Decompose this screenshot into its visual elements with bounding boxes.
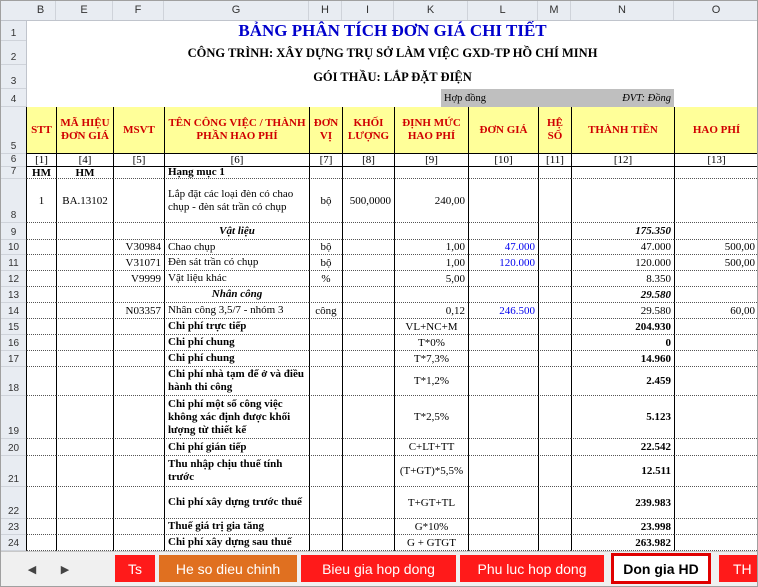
table-cell[interactable] [538,319,571,335]
table-cell[interactable] [113,519,164,535]
column-header[interactable]: E [56,1,113,20]
table-cell[interactable] [56,223,113,240]
table-cell[interactable]: Chi phí xây dựng trước thuế [164,487,309,519]
table-cell[interactable] [538,303,571,319]
table-cell[interactable]: Nhân công [164,287,309,303]
row-header[interactable]: 16 [1,335,26,351]
table-cell[interactable] [468,271,538,287]
row-header[interactable]: 15 [1,319,26,335]
table-cell[interactable] [56,456,113,487]
table-cell[interactable] [468,396,538,439]
row-header[interactable]: 17 [1,351,26,367]
table-cell[interactable] [342,303,394,319]
table-cell[interactable] [538,335,571,351]
column-code[interactable]: [9] [394,154,468,167]
table-cell[interactable]: 175.350 [571,223,674,240]
table-cell[interactable] [113,319,164,335]
table-cell[interactable]: Nhân công 3,5/7 - nhóm 3 [164,303,309,319]
table-cell[interactable]: 500,0000 [342,179,394,223]
table-cell[interactable] [394,167,468,179]
table-cell[interactable] [26,319,56,335]
table-cell[interactable] [674,535,758,551]
row-header[interactable]: 20 [1,439,26,456]
table-cell[interactable] [26,519,56,535]
table-cell[interactable] [26,255,56,271]
table-cell[interactable]: VL+NC+M [394,319,468,335]
table-cell[interactable] [309,287,342,303]
column-heading[interactable]: MSVT [113,107,164,154]
table-cell[interactable]: 263.982 [571,535,674,551]
table-cell[interactable]: 29.580 [571,303,674,319]
table-cell[interactable] [468,223,538,240]
table-cell[interactable] [113,223,164,240]
column-heading[interactable]: ĐỊNH MỨC HAO PHÍ [394,107,468,154]
table-cell[interactable] [309,167,342,179]
row-header[interactable]: 7 [1,167,26,179]
table-cell[interactable] [113,351,164,367]
table-cell[interactable] [309,439,342,456]
table-cell[interactable] [309,535,342,551]
tab-th[interactable]: TH [719,555,758,582]
project-name[interactable]: CÔNG TRÌNH: XÂY DỰNG TRỤ SỞ LÀM VIỆC GXD-TP HỒ CHÍ MINH [187,45,598,60]
table-cell[interactable]: Chi phí chung [164,351,309,367]
table-cell[interactable] [26,367,56,396]
column-heading[interactable]: STT [26,107,56,154]
table-cell[interactable] [674,223,758,240]
table-cell[interactable] [468,535,538,551]
table-cell[interactable] [309,351,342,367]
table-cell[interactable] [342,240,394,255]
table-cell[interactable] [309,223,342,240]
table-cell[interactable]: 60,00 [674,303,758,319]
table-cell[interactable] [468,351,538,367]
table-cell[interactable]: bộ [309,255,342,271]
column-header[interactable]: K [394,1,468,20]
table-cell[interactable] [309,335,342,351]
table-cell[interactable] [113,456,164,487]
table-cell[interactable] [56,487,113,519]
table-cell[interactable] [538,396,571,439]
table-cell[interactable] [342,167,394,179]
row-header[interactable]: 13 [1,287,26,303]
table-cell[interactable] [674,367,758,396]
table-cell[interactable]: T*1,2% [394,367,468,396]
table-cell[interactable] [56,303,113,319]
tab-don-gia-hd[interactable]: Don gia HD [611,553,711,584]
table-cell[interactable]: 500,00 [674,240,758,255]
table-cell[interactable] [538,351,571,367]
table-cell[interactable]: Chi phí trực tiếp [164,319,309,335]
table-cell[interactable] [309,367,342,396]
sheet-grid [26,21,758,551]
table-cell[interactable] [538,535,571,551]
table-cell[interactable] [26,439,56,456]
table-cell[interactable]: bộ [309,240,342,255]
tab-phu-luc-hop-dong[interactable]: Phu luc hop dong [460,555,604,582]
table-cell[interactable] [342,223,394,240]
column-header[interactable]: N [571,1,674,20]
column-header[interactable]: I [342,1,394,20]
table-cell[interactable] [309,519,342,535]
table-cell[interactable] [26,223,56,240]
row-header[interactable]: 21 [1,456,26,487]
table-cell[interactable] [309,319,342,335]
table-cell[interactable] [468,167,538,179]
table-cell[interactable]: V30984 [113,240,164,255]
table-cell[interactable] [674,319,758,335]
table-cell[interactable] [571,179,674,223]
row-header[interactable]: 8 [1,179,26,223]
table-cell[interactable] [674,351,758,367]
column-heading[interactable]: MÃ HIỆU ĐƠN GIÁ [56,107,113,154]
table-cell[interactable]: 29.580 [571,287,674,303]
table-cell[interactable]: Hạng mục 1 [164,167,309,179]
row-header[interactable]: 6 [1,154,26,167]
table-cell[interactable] [538,223,571,240]
column-code[interactable]: [10] [468,154,538,167]
table-cell[interactable] [538,179,571,223]
table-cell[interactable] [113,179,164,223]
table-cell[interactable] [26,535,56,551]
table-cell[interactable] [56,535,113,551]
table-cell[interactable] [56,255,113,271]
row-header[interactable]: 11 [1,255,26,271]
row-header[interactable]: 19 [1,396,26,439]
row-header[interactable]: 5 [1,107,26,154]
table-cell[interactable] [538,240,571,255]
table-cell[interactable] [56,240,113,255]
row-header[interactable]: 2 [1,41,26,65]
table-cell[interactable] [674,167,758,179]
table-cell[interactable] [342,535,394,551]
table-cell[interactable] [342,271,394,287]
column-code[interactable]: [8] [342,154,394,167]
table-cell[interactable] [538,519,571,535]
table-cell[interactable] [113,367,164,396]
row-header-bar [1,21,27,551]
table-cell[interactable]: (T+GT)*5,5% [394,456,468,487]
table-cell[interactable] [342,351,394,367]
table-cell[interactable] [538,255,571,271]
unit-note[interactable]: ĐVT: Đồng [586,89,674,107]
table-cell[interactable] [26,351,56,367]
table-cell[interactable]: 47.000 [571,240,674,255]
table-cell[interactable] [468,456,538,487]
column-header[interactable]: F [113,1,164,20]
table-cell[interactable] [674,179,758,223]
table-cell[interactable] [342,287,394,303]
table-cell[interactable]: V9999 [113,271,164,287]
table-cell[interactable] [342,439,394,456]
table-cell[interactable] [571,167,674,179]
table-cell[interactable]: T*7,3% [394,351,468,367]
table-cell[interactable] [56,335,113,351]
table-cell[interactable] [674,439,758,456]
table-cell[interactable]: T*0% [394,335,468,351]
table-cell[interactable] [538,167,571,179]
table-cell[interactable] [56,519,113,535]
column-code[interactable]: [12] [571,154,674,167]
table-cell[interactable] [56,351,113,367]
tab-he-so-dieu-chinh[interactable]: He so dieu chinh [159,555,297,582]
table-cell[interactable] [56,287,113,303]
column-header[interactable]: O [674,1,758,20]
row-header[interactable]: 22 [1,487,26,519]
table-cell[interactable]: 204.930 [571,319,674,335]
table-cell[interactable] [674,287,758,303]
table-cell[interactable]: Vật liệu [164,223,309,240]
table-cell[interactable] [26,487,56,519]
table-cell[interactable]: Chi phí gián tiếp [164,439,309,456]
table-cell[interactable] [468,439,538,456]
table-cell[interactable] [674,335,758,351]
table-cell[interactable]: G + GTGT [394,535,468,551]
table-cell[interactable]: 12.511 [571,456,674,487]
column-header[interactable]: H [309,1,342,20]
table-cell[interactable] [113,487,164,519]
table-cell[interactable] [342,335,394,351]
table-cell[interactable] [342,456,394,487]
table-cell[interactable] [113,287,164,303]
column-header-bar [1,1,758,21]
table-cell[interactable]: Thuế giá trị gia tăng [164,519,309,535]
table-cell[interactable] [56,271,113,287]
table-cell[interactable]: Chi phí một số công việc không xác định được khối lượng từ thiết kế [164,396,309,439]
sheet-tab-bar [1,551,758,587]
table-cell[interactable]: HM [26,167,56,179]
table-cell[interactable]: Đèn sát trần có chụp [164,255,309,271]
tab-scroll-right-icon[interactable]: ▶ [60,563,70,576]
column-heading[interactable]: ĐƠN VỊ [309,107,342,154]
row-header[interactable]: 1 [1,21,26,41]
table-cell[interactable]: HM [56,167,113,179]
column-code[interactable]: [13] [674,154,758,167]
table-cell[interactable] [538,456,571,487]
row-header[interactable]: 9 [1,223,26,240]
row-header[interactable]: 23 [1,519,26,535]
table-cell[interactable]: Chi phí xây dựng sau thuế [164,535,309,551]
table-cell[interactable] [26,303,56,319]
table-cell[interactable]: 8.350 [571,271,674,287]
table-cell[interactable] [56,439,113,456]
table-cell[interactable] [468,335,538,351]
table-cell[interactable]: 246.500 [468,303,538,319]
table-cell[interactable]: 120.000 [571,255,674,271]
table-cell[interactable] [113,167,164,179]
table-cell[interactable]: 2.459 [571,367,674,396]
table-cell[interactable] [342,396,394,439]
table-cell[interactable]: 239.983 [571,487,674,519]
table-cell[interactable] [394,223,468,240]
table-cell[interactable]: G*10% [394,519,468,535]
table-cell[interactable] [113,335,164,351]
table-cell[interactable]: % [309,271,342,287]
table-cell[interactable] [309,396,342,439]
table-cell[interactable]: 5.123 [571,396,674,439]
table-cell[interactable]: 47.000 [468,240,538,255]
table-cell[interactable]: 5,00 [394,271,468,287]
column-heading[interactable]: HỆ SỐ [538,107,571,154]
contract-label[interactable]: Hợp đồng [441,89,674,107]
table-cell[interactable] [309,487,342,519]
column-code[interactable]: [11] [538,154,571,167]
row-header[interactable]: 12 [1,271,26,287]
table-cell[interactable] [56,319,113,335]
table-cell[interactable] [674,271,758,287]
column-header[interactable]: G [164,1,309,20]
table-cell[interactable]: 23.998 [571,519,674,535]
table-cell[interactable]: V31071 [113,255,164,271]
column-header[interactable]: B [26,1,56,20]
table-cell[interactable]: 22.542 [571,439,674,456]
table-cell[interactable]: T*2,5% [394,396,468,439]
table-cell[interactable] [468,519,538,535]
table-cell[interactable]: BA.13102 [56,179,113,223]
table-cell[interactable]: Lắp đặt các loại đèn có chao chụp - đèn sát trần có chụp [164,179,309,223]
table-cell[interactable] [674,487,758,519]
table-cell[interactable] [26,240,56,255]
table-cell[interactable] [56,396,113,439]
table-cell[interactable]: bộ [309,179,342,223]
package-name[interactable]: GÓI THẦU: LẮP ĐẶT ĐIỆN [313,69,472,84]
table-cell[interactable] [309,456,342,487]
table-cell[interactable] [113,439,164,456]
table-cell[interactable] [113,535,164,551]
table-cell[interactable] [538,367,571,396]
table-cell[interactable]: 1,00 [394,255,468,271]
column-code[interactable]: [5] [113,154,164,167]
table-cell[interactable] [342,367,394,396]
sheet-title[interactable]: BẢNG PHÂN TÍCH ĐƠN GIÁ CHI TIẾT [238,21,547,40]
table-cell[interactable] [468,319,538,335]
table-cell[interactable]: C+LT+TT [394,439,468,456]
table-cell[interactable]: N03357 [113,303,164,319]
table-cell[interactable] [468,487,538,519]
table-cell[interactable] [468,179,538,223]
column-heading[interactable]: KHỐI LƯỢNG [342,107,394,154]
table-cell[interactable]: Vật liệu khác [164,271,309,287]
table-cell[interactable] [674,456,758,487]
table-cell[interactable] [674,396,758,439]
table-cell[interactable]: Chao chụp [164,240,309,255]
table-cell[interactable] [674,519,758,535]
table-cell[interactable] [538,487,571,519]
row-header[interactable]: 3 [1,65,26,89]
table-cell[interactable] [26,287,56,303]
row-header[interactable]: 4 [1,89,26,107]
table-cell[interactable]: Thu nhập chịu thuế tính trước [164,456,309,487]
table-cell[interactable]: công [309,303,342,319]
column-code[interactable]: [7] [309,154,342,167]
table-cell[interactable] [538,271,571,287]
tab-ts[interactable]: Ts [115,555,155,582]
table-cell[interactable]: 0 [571,335,674,351]
row-header[interactable]: 10 [1,240,26,255]
table-cell[interactable] [394,287,468,303]
column-heading[interactable]: TÊN CÔNG VIỆC / THÀNH PHẦN HAO PHÍ [164,107,309,154]
table-cell[interactable] [342,319,394,335]
column-code[interactable]: [1] [26,154,56,167]
table-cell[interactable] [26,456,56,487]
table-cell[interactable] [26,396,56,439]
column-heading[interactable]: ĐƠN GIÁ [468,107,538,154]
column-heading[interactable]: THÀNH TIỀN [571,107,674,154]
row-header[interactable]: 14 [1,303,26,319]
table-cell[interactable] [342,487,394,519]
table-cell[interactable] [113,396,164,439]
column-header[interactable]: M [538,1,571,20]
table-cell[interactable] [26,271,56,287]
table-cell[interactable]: Chi phí chung [164,335,309,351]
table-cell[interactable] [538,287,571,303]
row-header[interactable]: 24 [1,535,26,551]
table-cell[interactable]: 14.960 [571,351,674,367]
table-cell[interactable] [56,367,113,396]
tab-scroll-left-icon[interactable]: ◀ [27,563,37,576]
table-cell[interactable] [26,335,56,351]
column-heading[interactable]: HAO PHÍ [674,107,758,154]
column-header[interactable]: L [468,1,538,20]
column-code[interactable]: [4] [56,154,113,167]
tab-bieu-gia-hop-dong[interactable]: Bieu gia hop dong [301,555,456,582]
table-cell[interactable]: 1 [26,179,56,223]
table-cell[interactable] [538,439,571,456]
table-cell[interactable] [468,287,538,303]
table-cell[interactable]: 240,00 [394,179,468,223]
table-cell[interactable] [342,519,394,535]
table-cell[interactable]: 500,00 [674,255,758,271]
table-cell[interactable]: 120.000 [468,255,538,271]
table-cell[interactable]: Chi phí nhà tạm để ở và điều hành thi công [164,367,309,396]
table-cell[interactable]: 1,00 [394,240,468,255]
table-cell[interactable] [468,367,538,396]
table-cell[interactable]: T+GT+TL [394,487,468,519]
column-code[interactable]: [6] [164,154,309,167]
table-cell[interactable]: 0,12 [394,303,468,319]
row-header[interactable]: 18 [1,367,26,396]
table-cell[interactable] [342,255,394,271]
